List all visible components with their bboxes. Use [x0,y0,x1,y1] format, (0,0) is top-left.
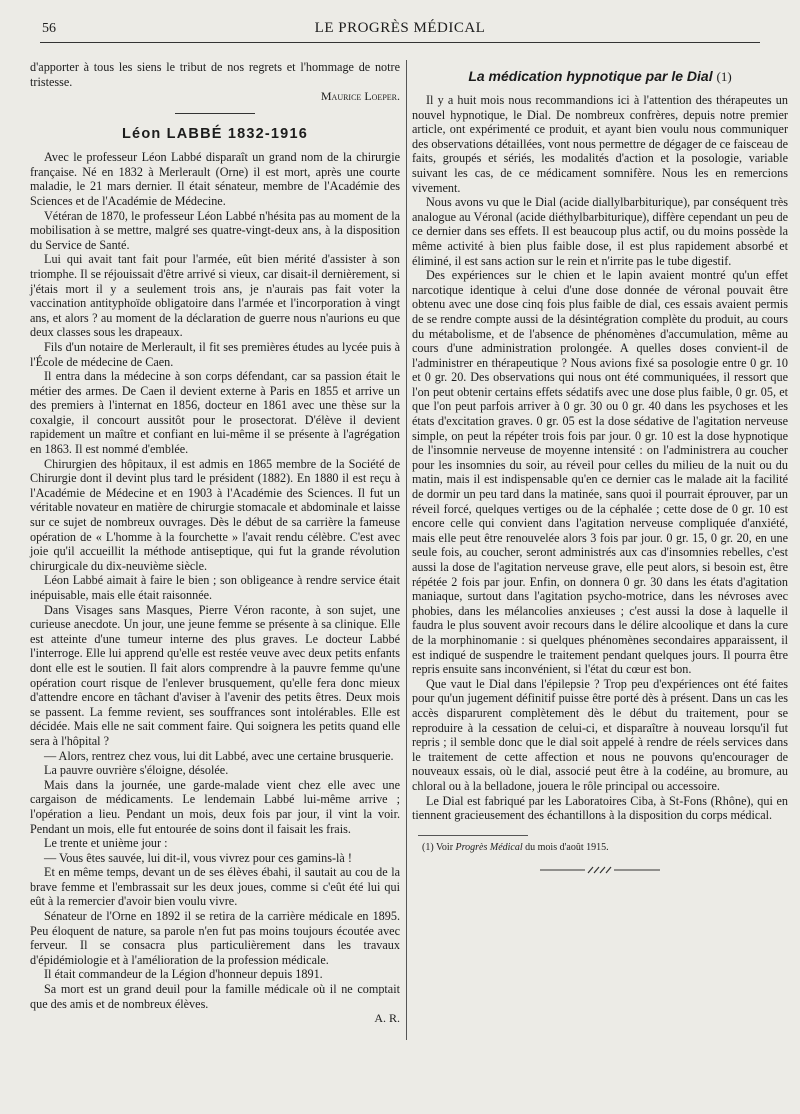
right-paragraph: Il y a huit mois nous recommandions ici à l'attention des thérapeutes un nouvel hypnotique, le Dial. De nombreux confrères, depuis notre premier article, ont expérimenté ce produit, et ayant bien voulu nous communiquer des observations détaillées, vont nous permettre de dégager de ce faisceau de faits, groupés et sériés, les modalités d'action et la posologie, variable suivant les cas, de ce médicament somnifère. Nous les en remercions vivement. [412,93,788,195]
section-separator [175,113,255,114]
end-ornament [412,862,788,877]
right-paragraph: Que vaut le Dial dans l'épilepsie ? Trop peu d'expériences ont été faites pour qu'un jugement définitif puisse être porté dès à présent. Dans un cas les accès disparurent complètement dès le début du traitement, pour se reproduire à la cessation de celui-ci, et disparaître à nouveau lorsqu'il fut repris ; il semble donc que le dial soit appelé à rendre de réels services dans le traitement de cette affection et nous ne pouvons qu'encourager de nouveaux essais, où le dial, associé peut être à la codéine, au bromure, au chloral ou à la belladone, jouera le rôle principal ou accessoire. [412,676,788,793]
obituary-body [30,150,400,1011]
right-column [412,60,788,877]
footnote-rule [418,835,528,836]
right-paragraph: Des expériences sur le chien et le lapin avaient montré qu'un effet narcotique identique à celui d'une dose donnée de véronal pouvait être obtenu avec une dose cinq fois plus faible de dial, ces essais avaient permis de se rendre compte aussi de la désintégration complète du produit, au cours du métabolisme, et de l'absence de phénomènes d'accumulation, même au cours d'une administration prolongée. A quelles doses convient-il de l'administrer en thérapeutique ? Nous avions fixé sa posologie entre 0 gr. 10 et 0 gr. 20. Des observations qui nous ont été communiquées, il ressort que l'on peut obtenir certains effets sédatifs avec une dose plus faible, 0 gr. 05, et que l'on peut parfois arriver à 0 gr. 30 ou 0 gr. 40 dans les psychoses et les états d'excitation graves. 0 gr. 05 est la dose sédative de l'agitation nerveuse simple, on peut la répéter trois fois par jour. 0 gr. 10 est la dose hypnotique de l'insomnie nerveuse de moyenne intensité : on l'administrera au coucher pour les insomnies du soir, au réveil pour celles du milieu de la nuit ou du matin, mais il est indispensable qu'en ce dernier cas le malade ait la facilité de dormir un peu tard dans la matinée, sans quoi il pourrait éprouver, par un réveil forcé, quelques vertiges ou de la céphalée ; cette dose de 0 gr. 10 est encore celle qui convient dans l'agitation nerveuse compliquée d'anxiété, mais elle peut être renouvelée alors 3 fois par jour. 0 gr. 15, 0 gr. 20, en une seule fois, au coucher, seront administrés aux cas d'insomnies rebelles, c'est aussi la dose de l'agitation nerveuse grave, elle peut alors, si besoin est, être répétée 2 fois par jour. Enfin, on donnera 0 gr. 30 dans les états d'agitation maniaque, surtout dans l'agitation psycho-motrice, dans les névroses avec phobies, dans les mélancolies anxieuses ; c'est aussi la dose à laquelle il faudra le plus souvent avoir recours dans le délire alcoolique et dans la cure de la morphinomanie : si quelques phénomènes secondaires apparaissent, il est indiqué de suspendre le traitement pendant quelques jours. Il pourra être repris ensuite sans inconvénient, si l'état du cœur est bon. [412,268,788,677]
left-paragraph: Sénateur de l'Orne en 1892 il se retira de la carrière médicale en 1895. Peu éloquent de nature, sa parole n'en fut pas moins toujours écoutée avec ferveur. Il se consacra plus particulièrement dans les travaux d'épidémiologie et à l'amélioration de la profession médicale. [30,909,400,967]
left-paragraph: Il entra dans la médecine à son corps défendant, car sa passion était le métier des armes. De Caen il devient externe à Paris en 1855 et arrive un des premiers à l'internat en 1856, docteur en 1861 avec une thèse sur la coxalgie, il concourt aussitôt pour le prosectorat. D'élève il devient rapidement un maître et confiant en lui-même il se présente à l'agrégation en 1863. Il est nommé d'emblée. [30,369,400,457]
left-paragraph: — Vous êtes sauvée, lui dit-il, vous vivrez pour ces gamins-là ! [44,850,352,865]
right-paragraph: Le Dial est fabriqué par les Laboratoires Ciba, à St-Fons (Rhône), qui en tiennent gracieusement des échantillons à la disposition du corps médical. [412,793,788,823]
left-paragraph: Mais dans la journée, une garde-malade vient chez elle avec une cargaison de médicaments. Le lendemain Labbé lui-même arrive ; l'opération a lieu. Pendant un mois, deux fois par jour, il vint la voir. Pendant un mois, elle fut entourée de soins dont il faisait les frais. [30,777,400,836]
page-header [40,18,760,40]
left-paragraph: Et en même temps, devant un de ses élèves ébahi, il sautait au cou de la brave femme et l'embrassait sur les deux joues, comme si c'eût été lui qui eût à la remercier d'avoir bien voulu vivre. [30,865,400,909]
footnote-suffix: du mois d'août 1915. [525,841,609,853]
article-title-text: La médication hypnotique par le Dial [468,68,713,84]
article-note-ref: (1) [716,69,732,84]
left-paragraph: — Alors, rentrez chez vous, lui dit Labbé, avec une certaine brusquerie. [44,748,394,763]
left-paragraph: Lui qui avait tant fait pour l'armée, eût bien mérité d'assister à son triomphe. Il se réjouissait d'être arrivé si vieux, car disait-il dernièrement, si j'étais mort il y a seulement trois ans, je n'aurais pas fait voter la vaccination antityphoïde obligatoire dans l'armée et l'incorporation à vingt ans, et alors ? au moment de la déclaration de guerre nous n'aurions eu que deux classes sous les drapeaux. [30,252,400,340]
article-title [412,68,788,85]
left-paragraph: Léon Labbé aimait à faire le bien ; son obligeance à rendre service était inépuisable, mais elle était raisonnée. [30,573,400,602]
obituary-title: Léon LABBÉ 1832-1916 [122,126,308,143]
left-paragraph: La pauvre ouvrière s'éloigne, désolée. [44,763,229,778]
header-rule [40,42,760,43]
article-body [412,93,788,823]
footnote-prefix: (1) Voir [422,841,454,853]
left-paragraph: Chirurgien des hôpitaux, il est admis en 1865 membre de la Société de Chirurgie dont il devint plus tard le président (1882). En 1880 il est reçu à l'Académie de Médecine et en 1903 à l'Académie des Sciences. Il fut un véritable novateur en matière de chirurgie stomacale et abdominale et laisse sur ce sujet de nombreux ouvrages. Dès le début de sa carrière la fameuse opération de « L'homme à la fourchette » l'avait rendu célèbre. C'est avec joie qu'il accueillit la méthode antiseptique, qui fut la grande révolution chirurgicale du dix-neuvième siècle. [30,456,400,573]
left-paragraph: Le trente et unième jour : [44,836,168,851]
left-paragraph: Vétéran de 1870, le professeur Léon Labbé n'hésita pas au moment de la mobilisation à se mettre, malgré ses quatre-vingt-deux ans, à la disposition du Service de Santé. [30,208,400,252]
left-paragraph: Fils d'un notaire de Merlerault, il fit ses premières études au lycée puis à l'École de médecine de Caen. [30,339,400,369]
left-paragraph: Avec le professeur Léon Labbé disparaît un grand nom de la chirurgie française. Né en 1832 à Merlerault (Orne) il est mort, après une courte maladie, le 21 mars dernier. Il était sénateur, membre de l'Académie des Sciences et de l'Académie de Médecine. [30,150,400,208]
journal-title: LE PROGRÈS MÉDICAL [314,20,486,36]
column-divider [406,60,407,1040]
footnote-journal: Progrès Médical [455,841,523,853]
intro-text: d'apporter à tous les siens le tribut de nos regrets et l'hommage de notre tristesse. [30,60,400,89]
footnote [422,842,788,854]
left-paragraph: Dans Visages sans Masques, Pierre Véron raconte, à son sujet, une curieuse anecdote. Un jour, une jeune femme se présente à sa clinique. Elle est atteinte d'une tumeur interne des plus graves. Le docteur Labbé l'interroge. Elle lui apprend qu'elle est restée veuve avec deux petits enfants dont elle est le soutien. Il fait alors comprendre à la pauvre femme qu'une opération court risque de l'enlever brusquement, qu'elle fera donc mieux d'attendre encore en tâchant d'aviser à l'avenir des petits êtres. Deux mois se passent. La femme revient, ses souffrances sont intolérables. Elle est décidée. Mais elle ne sait comment faire. Qui soignera les petits quand elle sera à l'hôpital ? [30,602,400,748]
left-paragraph: Sa mort est un grand deuil pour la famille médicale où il ne comptait que des amis et de nombreux élèves. [30,982,400,1011]
left-paragraph: Il était commandeur de la Légion d'honneur depuis 1891. [44,967,323,982]
page-number: 56 [42,21,56,36]
intro-signature: Maurice Loeper. [320,89,400,104]
obituary-signature: A. R. [374,1011,400,1026]
left-column [30,60,400,1025]
right-paragraph: Nous avons vu que le Dial (acide diallylbarbiturique), par conséquent très analogue au Véronal (acide diéthylbarbiturique), diffère cependant un peu de ce dernier dans ses effets. Il est beaucoup plus actif, ou du moins possède la même activité à bien plus faible dose, il est plus rapidement absorbé et éliminé, il est sans action sur le rein et n'irrite pas le tube digestif. [412,195,788,268]
